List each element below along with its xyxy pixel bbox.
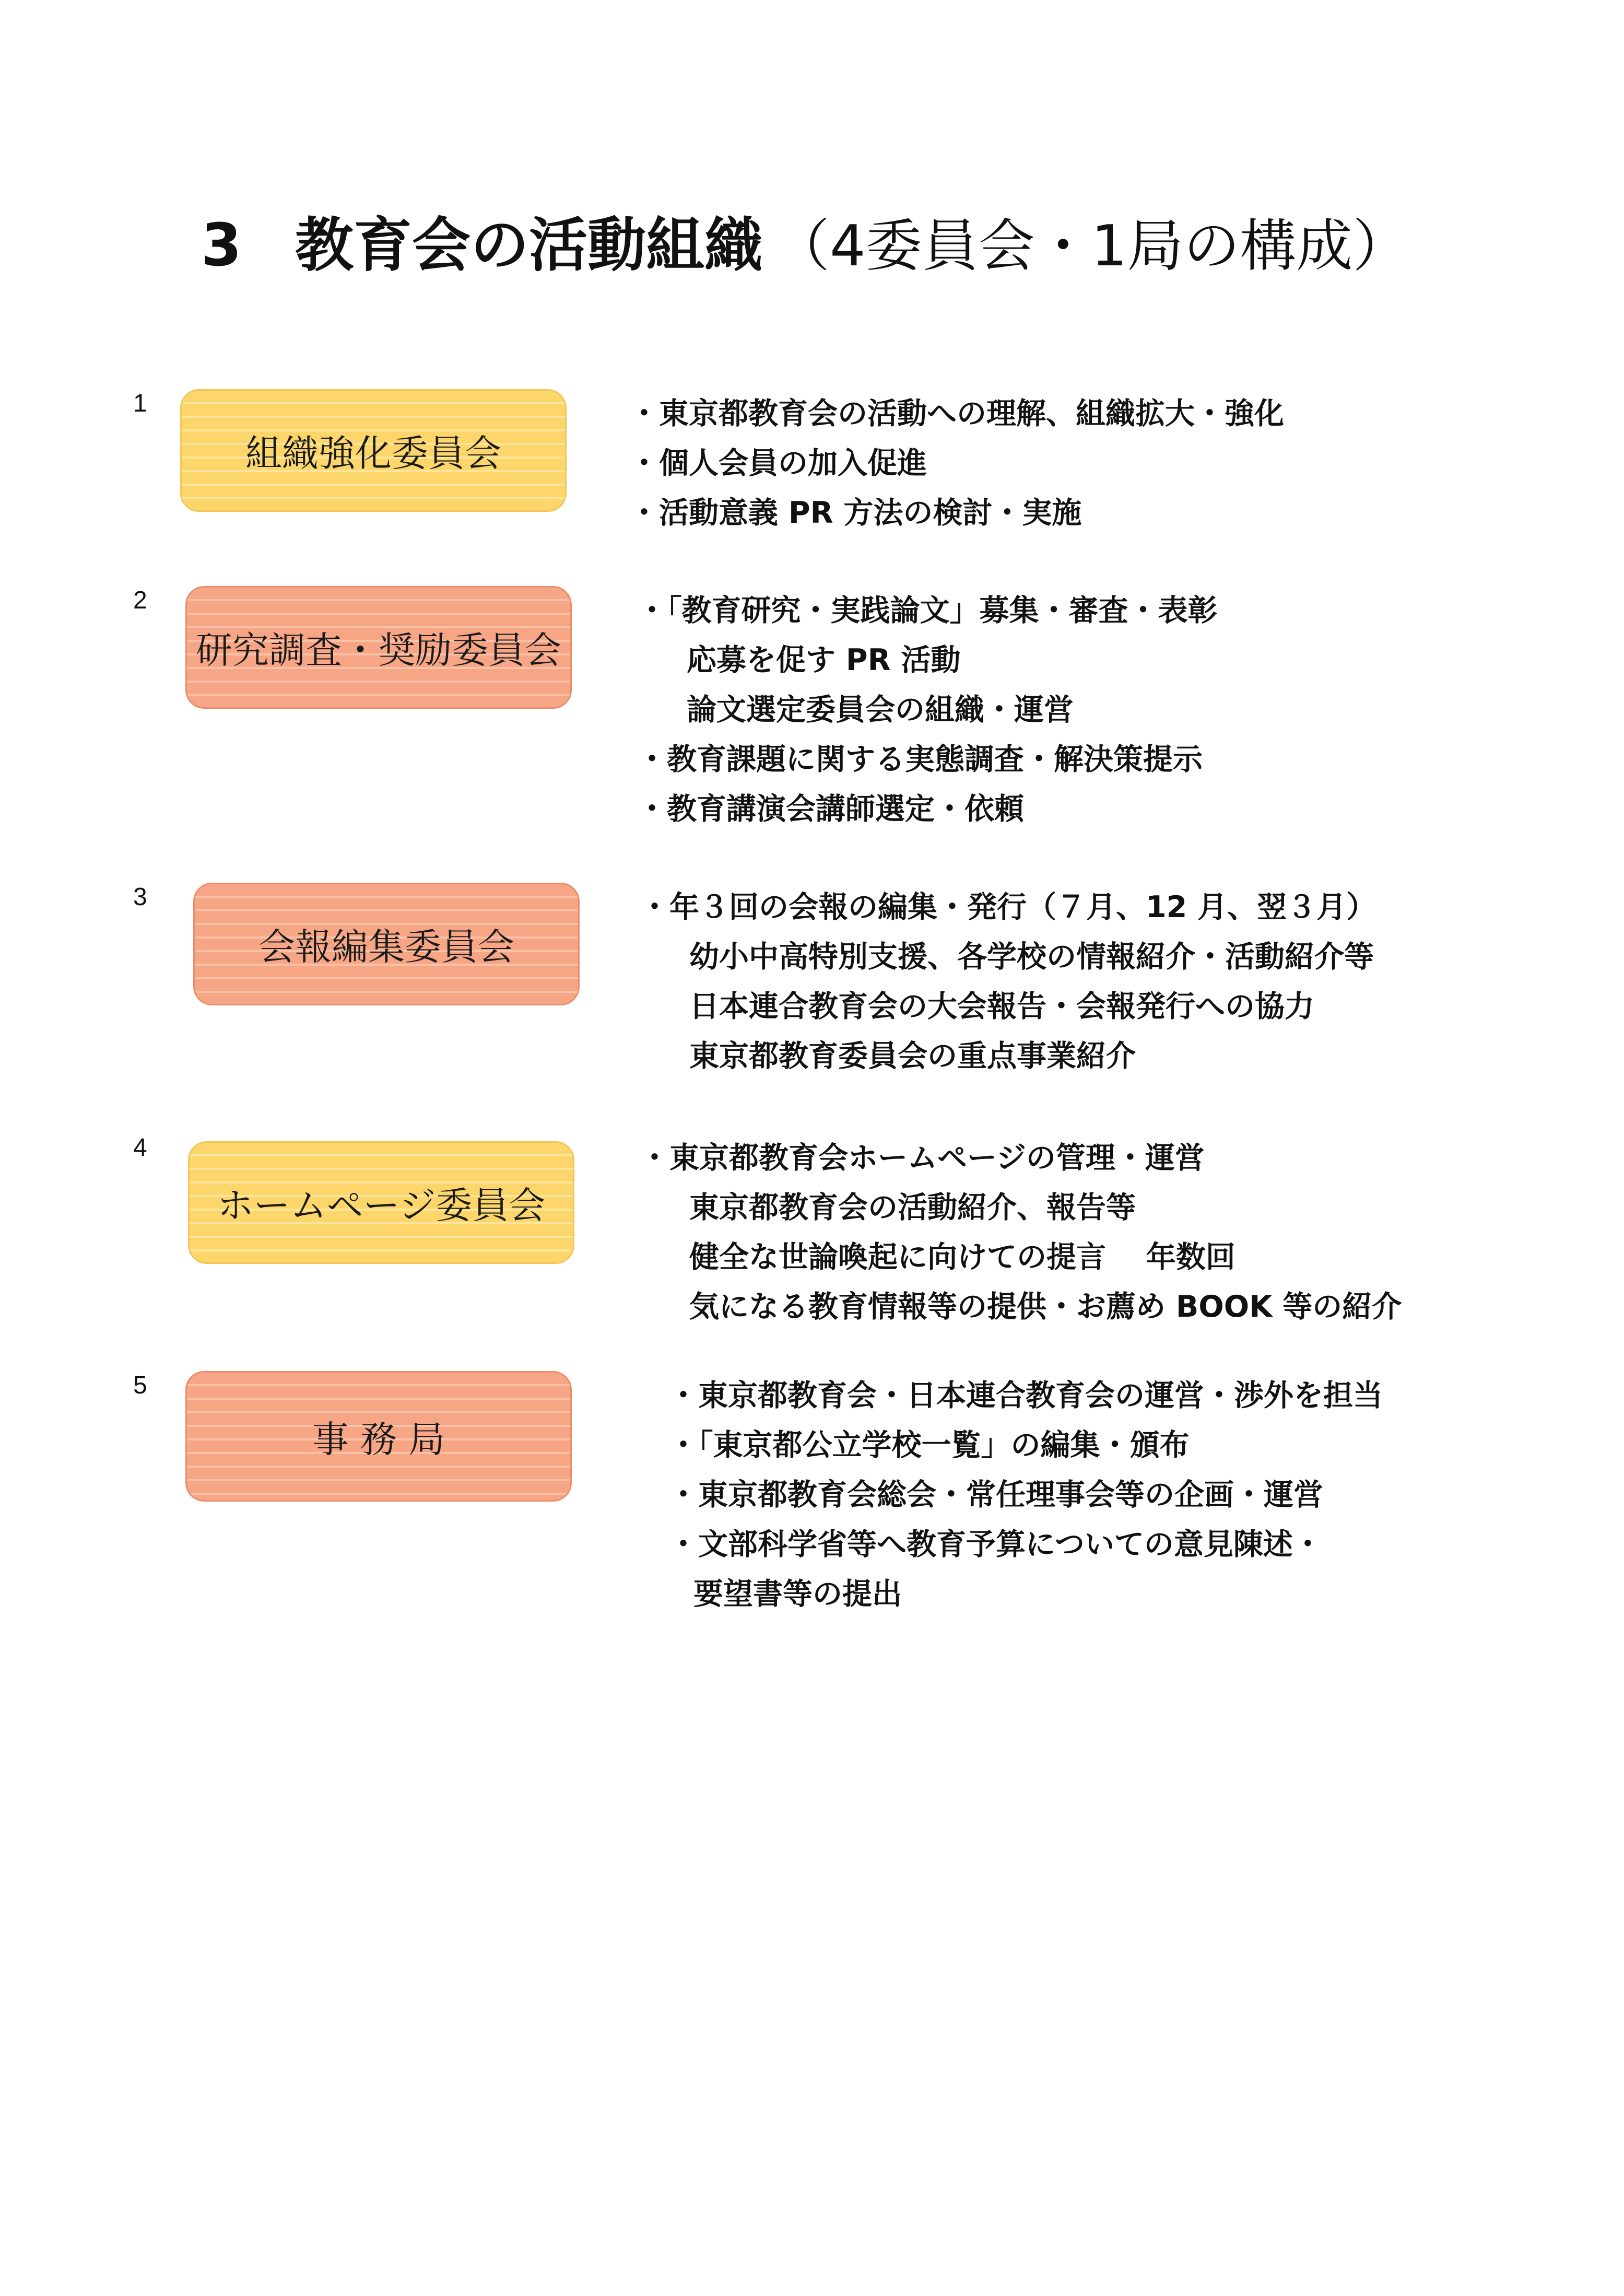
duty-item: ・「東京都公立学校一覧」の編集・頒布 — [668, 1428, 1190, 1462]
item-number: 3 — [133, 883, 147, 911]
duty-item: 東京都教育会の活動紹介、報告等 — [689, 1190, 1136, 1225]
committee-box: 事 務 局 — [185, 1371, 572, 1502]
duty-item: ・活動意義 PR 方法の検討・実施 — [629, 496, 1082, 530]
duty-item: ・個人会員の加入促進 — [629, 446, 927, 481]
duty-list — [640, 1133, 1402, 1332]
duty-item: 気になる教育情報等の提供・お薦め BOOK 等の紹介 — [689, 1290, 1402, 1324]
duty-item: ・東京都教育会総会・常任理事会等の企画・運営 — [668, 1478, 1323, 1512]
item-number: 4 — [133, 1134, 147, 1162]
duty-item: 要望書等の提出 — [693, 1577, 902, 1611]
item-number: 5 — [133, 1372, 147, 1399]
duty-item: ・「教育研究・実践論文」募集・審査・表彰 — [637, 593, 1218, 628]
duty-item: ・東京都教育会・日本連合教育会の運営・渉外を担当 — [668, 1378, 1383, 1413]
committee-box: ホームページ委員会 — [188, 1141, 574, 1264]
committee-box: 研究調査・奨励委員会 — [185, 586, 572, 709]
duty-item: ・東京都教育会ホームページの管理・運営 — [640, 1141, 1205, 1175]
duty-item: ・教育講演会講師選定・依頼 — [637, 792, 1024, 826]
duty-list — [640, 883, 1376, 1081]
item-number: 1 — [133, 390, 147, 417]
committee-box: 組織強化委員会 — [180, 389, 567, 512]
item-number: 2 — [133, 587, 147, 614]
duty-item: ・年３回の会報の編集・発行（７月、12 月、翌３月） — [640, 890, 1376, 924]
duty-item: 論文選定委員会の組織・運営 — [687, 693, 1074, 727]
duty-list — [637, 586, 1218, 834]
duty-item: 東京都教育委員会の重点事業紹介 — [689, 1039, 1136, 1073]
duty-item: ・教育課題に関する実態調査・解決策提示 — [637, 742, 1203, 777]
duty-item: 日本連合教育会の大会報告・会報発行への協力 — [689, 989, 1314, 1024]
duty-item: ・東京都教育会の活動への理解、組織拡大・強化 — [629, 396, 1284, 431]
duty-item: 幼小中高特別支援、各学校の情報紹介・活動紹介等 — [689, 940, 1374, 974]
title-subtitle: （4委員会・1局の構成） — [773, 214, 1409, 279]
duty-item: 応募を促す PR 活動 — [687, 643, 961, 677]
duty-item: 健全な世論喚起に向けての提言 年数回 — [689, 1240, 1235, 1274]
duty-list — [629, 389, 1284, 538]
title-main: 教育会の活動組織 — [295, 212, 763, 279]
duty-item: ・文部科学省等へ教育予算についての意見陳述・ — [668, 1527, 1323, 1562]
section-number: 3 — [201, 212, 242, 279]
duty-list — [668, 1371, 1383, 1619]
page-title — [201, 198, 1454, 292]
committee-box: 会報編集委員会 — [193, 883, 580, 1005]
